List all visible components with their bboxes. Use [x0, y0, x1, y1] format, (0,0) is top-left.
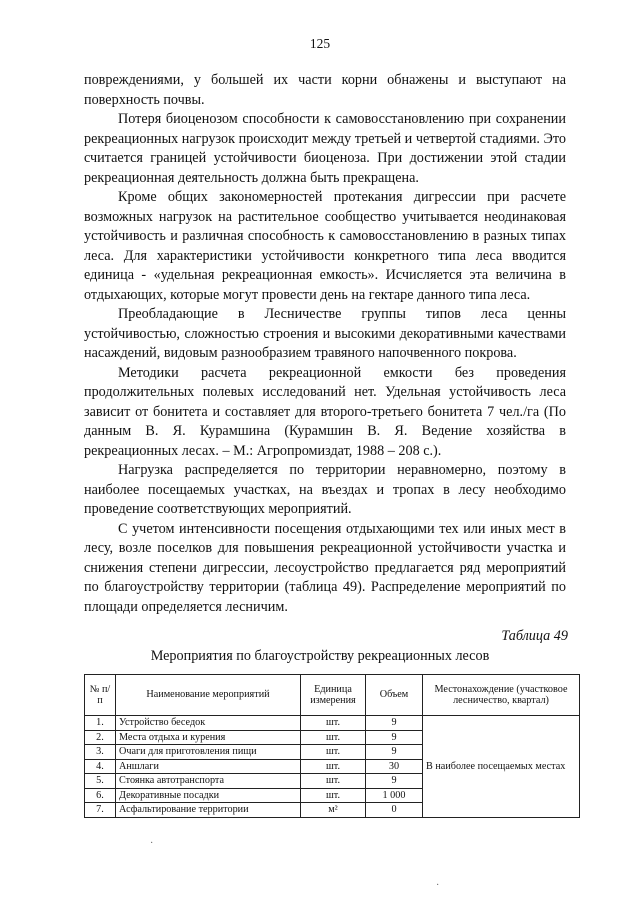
- header-unit: Единица измерения: [301, 675, 366, 716]
- cell-unit: шт.: [301, 759, 366, 774]
- events-table: [84, 674, 580, 818]
- table-title: Мероприятия по благоустройству рекреационных лесов: [150, 648, 490, 664]
- cell-unit: шт.: [301, 716, 366, 731]
- cell-name: Места отдыха и курения: [116, 730, 301, 745]
- page-number: 125: [309, 36, 331, 51]
- cell-name: Стоянка автотранспорта: [116, 774, 301, 789]
- paragraph: Методики расчета рекреационной емкости без проведения продолжительных полевых исследований нет. Удельная устойчивость леса зависит от бонитета и составляет для второго-третьего бонитета 7 чел./га (По данным В. Я. Курамшина (Курамшин В. Я. Ведение хозяйства в рекреационных лесах. – М.: Агропромиздат, 1988 – 208 с.).: [84, 364, 566, 459]
- paragraph: Потеря биоценозом способности к самовосстановлению при сохранении рекреационных нагрузок происходит между третьей и четвертой стадиями. Это считается границей устойчивости биоценоза. При достижении этой стадии рекреационная деятельность должна быть прекращена.: [84, 111, 566, 186]
- cell-num: 2.: [85, 730, 116, 745]
- table-caption: Таблица 49: [501, 628, 568, 644]
- cell-volume: 0: [366, 803, 423, 818]
- cell-volume: 30: [366, 759, 423, 774]
- cell-name: Устройство беседок: [116, 716, 301, 731]
- header-num: № п/п: [85, 675, 116, 716]
- cell-unit: шт.: [301, 788, 366, 803]
- cell-unit: шт.: [301, 774, 366, 789]
- cell-unit: шт.: [301, 745, 366, 760]
- header-location: Местонахождение (участковое лесничество, квартал): [423, 675, 580, 716]
- paragraph: Преобладающие в Лесничестве группы типов леса ценны устойчивостью, сложностью строения и высокими декоративными качествами насаждений, видовым разнообразием травяного напочвенного покрова.: [84, 306, 566, 361]
- cell-name: Аншлаги: [116, 759, 301, 774]
- table-header-row: [85, 675, 580, 716]
- cell-unit: шт.: [301, 730, 366, 745]
- header-volume: Объем: [366, 675, 423, 716]
- cell-name: Асфальтирование территории: [116, 803, 301, 818]
- cell-num: 4.: [85, 759, 116, 774]
- cell-unit: м²: [301, 803, 366, 818]
- body-text: [84, 71, 566, 617]
- paragraph: повреждениями, у большей их части корни обнажены и выступают на поверхность почвы.: [84, 72, 566, 108]
- cell-volume: 1 000: [366, 788, 423, 803]
- cell-name: Декоративные посадки: [116, 788, 301, 803]
- cell-location: В наиболее посещаемых местах: [423, 716, 580, 818]
- header-name: Наименование мероприятий: [116, 675, 301, 716]
- paragraph: Кроме общих закономерностей протекания дигрессии при расчете возможных нагрузок на растительное сообщество учитывается неодинаковая устойчивость и различная способность к самовосстановлению в разных типах леса. Для характеристики устойчивости конкретного типа леса вводится единица - «удельная рекреационная емкость». Исчисляется эта величина в отдыхающих, которые могут провести день на гектаре данного типа леса.: [84, 189, 566, 303]
- cell-volume: 9: [366, 716, 423, 731]
- table-row: [85, 716, 580, 731]
- paragraph: Нагрузка распределяется по территории неравномерно, поэтому в наиболее посещаемых участках, на въездах и тропах в лесу необходимо проведение соответствующих мероприятий.: [84, 462, 566, 517]
- cell-num: 6.: [85, 788, 116, 803]
- cell-num: 3.: [85, 745, 116, 760]
- scan-artifact: ·: [150, 838, 154, 849]
- cell-num: 5.: [85, 774, 116, 789]
- scan-artifact: ·: [436, 880, 440, 891]
- cell-volume: 9: [366, 730, 423, 745]
- cell-num: 1.: [85, 716, 116, 731]
- cell-volume: 9: [366, 745, 423, 760]
- cell-num: 7.: [85, 803, 116, 818]
- cell-name: Очаги для приготовления пищи: [116, 745, 301, 760]
- paragraph: С учетом интенсивности посещения отдыхающими тех или иных мест в лесу, возле поселков для повышения рекреационной устойчивости участка и снижения степени дигрессии, лесоустройство предлагается ряд мероприятий по благоустройству территории (таблица 49). Распределение мероприятий по площади определяется лесничим.: [84, 520, 566, 615]
- cell-volume: 9: [366, 774, 423, 789]
